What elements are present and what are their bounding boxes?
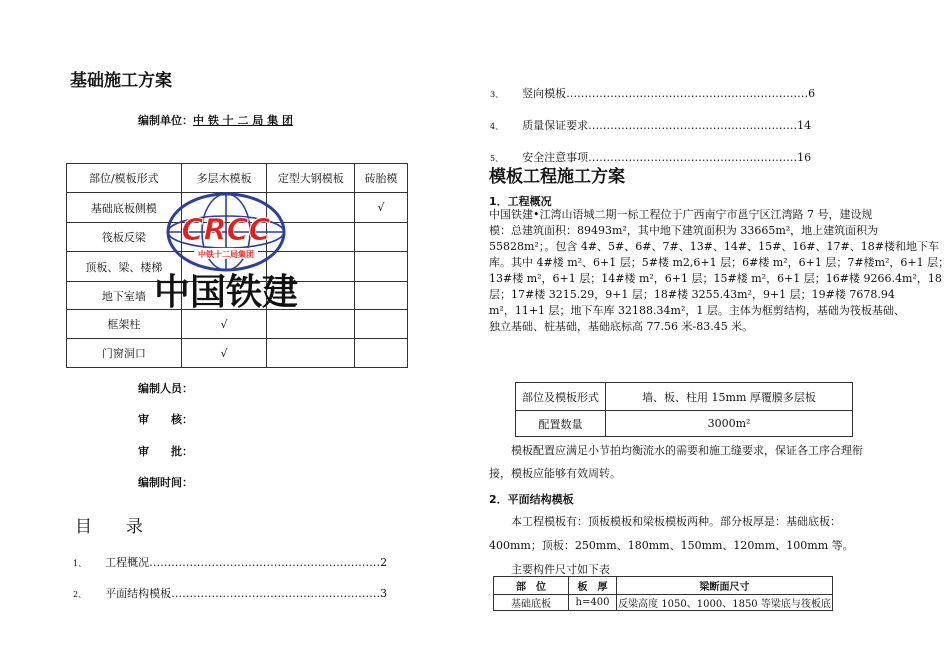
table-row — [67, 339, 408, 368]
paragraph-line: 400mm；顶板：250mm、180mm、150mm、120mm、100mm 等。 — [489, 539, 854, 552]
table-cell: 筏板反梁 — [67, 223, 182, 252]
toc-item-number: 1、 — [73, 559, 87, 568]
toc-item-number: 5、 — [490, 154, 504, 163]
toc-item-text: 安全注意事项…………………………………………………16 — [522, 151, 812, 164]
compiler-label: 编制人员： — [138, 382, 193, 395]
table-header-row — [67, 164, 408, 193]
table-header-row — [494, 577, 833, 595]
table-header-cell: 多层木模板 — [181, 164, 267, 193]
table-cell: 基础底板 — [494, 595, 569, 611]
paragraph-line: 中国铁建•江湾山语城二期一标工程位于广西南宁市邕宁区江湾路 7 号，建设规 — [489, 208, 873, 221]
toc-item — [73, 551, 387, 570]
toc-title: 目 录 — [75, 517, 143, 537]
left-page-title: 基础施工方案 — [70, 71, 172, 91]
table-cell — [355, 310, 408, 339]
table-cell: 配置数量 — [516, 411, 606, 437]
table-cell: 3000m² — [606, 411, 853, 437]
crcc-subbrand-text: 中铁十二局集团 — [198, 250, 254, 259]
table-cell: 框架柱 — [67, 310, 182, 339]
compile-time-label: 编制时间： — [138, 476, 193, 489]
paragraph-line: 接，模板应能够有效周转。 — [489, 467, 621, 480]
crcc-chinese-name: 中国铁建 — [153, 272, 299, 312]
paragraph-line: 本工程模板有：顶板模板和梁板模板两种。部分板厚是：基础底板： — [511, 515, 841, 528]
project-overview-paragraph — [489, 207, 950, 335]
table-cell — [355, 339, 408, 368]
table-header-cell: 部 位 — [494, 577, 569, 595]
table-cell: √ — [181, 310, 267, 339]
paragraph-line: 主要构件尺寸如下表 — [511, 563, 610, 576]
table-cell — [267, 339, 355, 368]
paragraph-line: 层；17#楼 3215.29，9+1 层；18#楼 3255.43m²，9+1 层；19#楼 7678.94 — [489, 288, 895, 301]
compile-unit-value: 中 铁 十 二 局 集 团 — [193, 114, 293, 127]
crcc-emblem-icon — [150, 192, 302, 312]
table-cell: 地下室墙 — [67, 282, 182, 310]
paragraph-line: 55828m²；。包含 4#、5#、6#、7#、13#、14#、15#、16#、17#、18#楼和地下车 — [489, 240, 939, 253]
toc-item-number: 3、 — [490, 90, 504, 99]
compile-unit-label: 编制单位： — [138, 114, 193, 127]
table-row — [516, 383, 853, 411]
table-cell — [355, 223, 408, 252]
formwork-config-table — [515, 382, 853, 437]
crcc-logo — [150, 192, 302, 316]
table-header-cell: 梁断面尺寸 — [617, 577, 833, 595]
toc-item — [490, 82, 815, 101]
table-header-cell: 板 厚 — [569, 577, 617, 595]
table-row — [516, 411, 853, 437]
table-cell: √ — [181, 339, 267, 368]
compile-unit — [138, 112, 293, 128]
table-cell: h=400 — [569, 595, 617, 611]
approver-label: 审 批： — [138, 445, 193, 458]
member-size-table — [493, 576, 833, 611]
table-cell: 顶板、梁、楼梯 — [67, 252, 182, 282]
table-cell — [355, 282, 408, 310]
toc-item — [73, 582, 387, 601]
toc-item-text: 工程概况………………………………………………………2 — [105, 556, 388, 569]
table-cell: 反梁高度 1050、1000、1850 等梁底与筏板底 — [617, 595, 833, 611]
table-cell: 基础底板侧模 — [67, 193, 182, 223]
toc-item — [490, 114, 811, 133]
reviewer-label: 审 核： — [138, 413, 193, 426]
toc-item-number: 2、 — [73, 590, 87, 599]
toc-item-text: 质量保证要求…………………………………………………14 — [522, 119, 812, 132]
section-heading: 1．工程概况 — [489, 195, 552, 208]
toc-item-text: 竖向模板…………………………………………………………6 — [522, 87, 816, 100]
table-cell: 墙、板、柱用 15mm 厚覆膜多层板 — [606, 383, 853, 411]
paragraph-line: 模：总建筑面积：89493m²，其中地下建筑面积为 33665m²，地上建筑面积为 — [489, 224, 879, 237]
crcc-brand-text: CRCC — [181, 213, 271, 248]
table-row — [494, 595, 833, 611]
paragraph-line: 独立基础、桩基础，基础底标高 77.56 米-83.45 米。 — [489, 320, 754, 333]
table-header-cell: 部位/模板形式 — [67, 164, 182, 193]
table-header-cell: 定型大钢模板 — [267, 164, 355, 193]
paragraph-line: 13#楼 m²，6+1 层；14#楼 m²，6+1 层；15#楼 m²，6+1 层；16#楼 9266.4m²，18 — [489, 272, 942, 285]
toc-item-number: 4、 — [490, 122, 504, 131]
table-header-cell: 砖胎模 — [355, 164, 408, 193]
toc-item-text: 平面结构模板…………………………………………………3 — [105, 587, 388, 600]
table-cell: 门窗洞口 — [67, 339, 182, 368]
paragraph-line: 模板配置应满足小节拍均衡流水的需要和施工缝要求，保证各工序合理衔 — [511, 444, 863, 457]
section-heading: 2．平面结构模板 — [489, 493, 574, 506]
right-page-title: 模板工程施工方案 — [489, 167, 625, 187]
table-cell: 部位及模板形式 — [516, 383, 606, 411]
paragraph-line: m²，11+1 层；地下车库 32188.34m²，1 层。主体为框剪结构，基础为筏板基础、 — [489, 304, 905, 317]
paragraph-line: 库。其中 4#楼 m²、6+1 层；5#楼 m2,6+1 层；6#楼 m²，6+1 层；7#楼m²，6+1 层； — [489, 256, 950, 269]
table-cell: √ — [355, 193, 408, 223]
table-cell — [355, 252, 408, 282]
